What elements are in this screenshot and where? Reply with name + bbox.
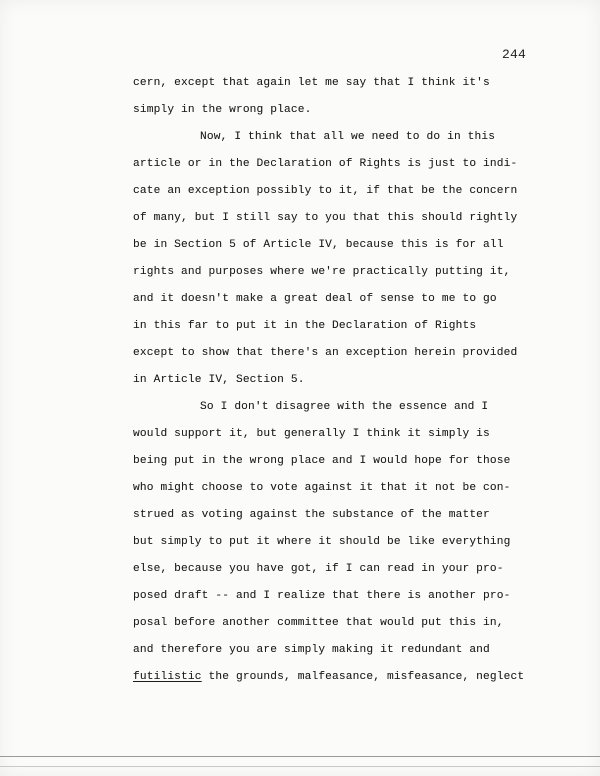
text-line: cate an exception possibly to it, if that be the concern (133, 185, 518, 197)
text-line: cern, except that again let me say that I think it's (133, 77, 490, 89)
text-line: article or in the Declaration of Rights is just to indi- (133, 158, 518, 170)
paragraph-first-line: So I don't disagree with the essence and I (200, 401, 489, 413)
text-line: and therefore you are simply making it redundant and (133, 644, 490, 656)
text-line: else, because you have got, if I can read in your pro- (133, 563, 504, 575)
text-line: strued as voting against the substance of the matter (133, 509, 490, 521)
text-line-rest: the grounds, malfeasance, misfeasance, neglect (201, 671, 525, 683)
text-line: and it doesn't make a great deal of sense to me to go (133, 293, 497, 305)
text-line: rights and purposes where we're practically putting it, (133, 266, 511, 278)
text-line: in Article IV, Section 5. (133, 374, 305, 386)
text-line: who might choose to vote against it that it not be con- (133, 482, 511, 494)
text-line: simply in the wrong place. (133, 104, 312, 116)
text-line: being put in the wrong place and I would hope for those (133, 455, 511, 467)
text-line: but simply to put it where it should be like everything (133, 536, 511, 548)
text-line-last (133, 669, 524, 685)
text-line: in this far to put it in the Declaration of Rights (133, 320, 477, 332)
text-line: except to show that there's an exception herein provided (133, 347, 518, 359)
bottom-rule (0, 766, 600, 767)
text-line: be in Section 5 of Article IV, because this is for all (133, 239, 504, 251)
text-line: posal before another committee that would put this in, (133, 617, 504, 629)
text-line: would support it, but generally I think it simply is (133, 428, 490, 440)
page-number: 244 (502, 47, 527, 62)
underlined-word: futilistic (133, 671, 202, 683)
bottom-rule (0, 756, 600, 757)
text-line: posed draft -- and I realize that there is another pro- (133, 590, 511, 602)
text-line: of many, but I still say to you that this should rightly (133, 212, 518, 224)
paragraph-first-line: Now, I think that all we need to do in this (200, 131, 496, 143)
